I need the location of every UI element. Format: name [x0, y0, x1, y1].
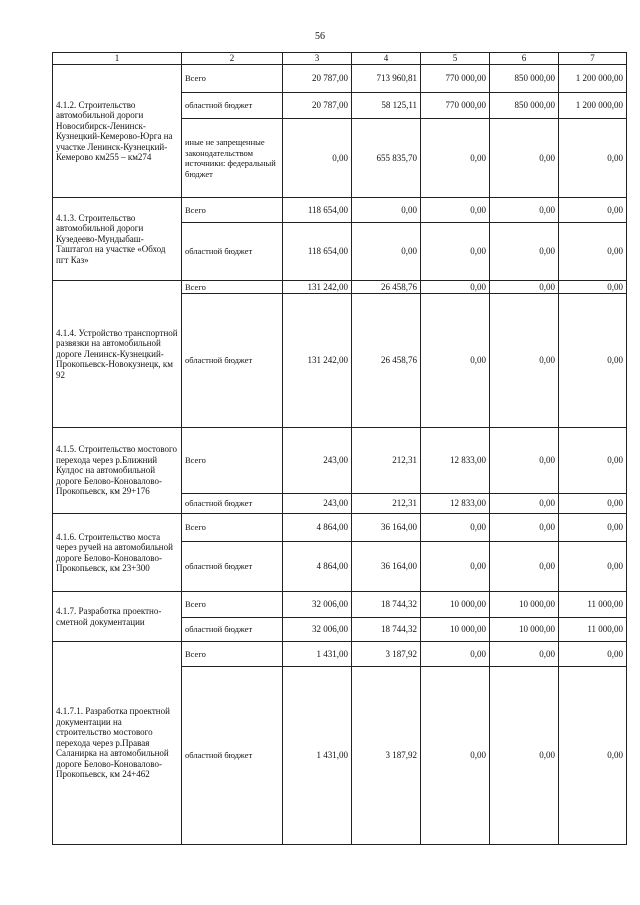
funding-source: областной бюджет	[182, 618, 283, 642]
funding-source: областной бюджет	[182, 667, 283, 845]
column-header: 7	[559, 53, 627, 65]
table-row	[53, 592, 627, 618]
funding-source: областной бюджет	[182, 93, 283, 119]
value-cell: 131 242,00	[283, 294, 352, 428]
table-row	[53, 198, 627, 223]
value-cell: 58 125,11	[352, 93, 421, 119]
column-header: 2	[182, 53, 283, 65]
value-cell: 0,00	[490, 119, 559, 198]
value-cell: 0,00	[490, 642, 559, 667]
funding-source: областной бюджет	[182, 223, 283, 281]
table-row	[53, 514, 627, 542]
budget-table	[52, 52, 627, 845]
column-header: 1	[53, 53, 182, 65]
funding-source: Всего	[182, 592, 283, 618]
funding-source: областной бюджет	[182, 294, 283, 428]
column-header: 6	[490, 53, 559, 65]
value-cell: 0,00	[490, 198, 559, 223]
value-cell: 20 787,00	[283, 93, 352, 119]
value-cell: 0,00	[421, 542, 490, 592]
measure-name: 4.1.6. Строительство моста через ручей на автомобильной дороге Белово-Коновалово-Прокопьевск, км 23+300	[53, 514, 182, 592]
table-row	[53, 281, 627, 294]
value-cell: 1 431,00	[283, 642, 352, 667]
table-row	[53, 428, 627, 494]
value-cell: 36 164,00	[352, 514, 421, 542]
value-cell: 1 431,00	[283, 667, 352, 845]
value-cell: 10 000,00	[490, 618, 559, 642]
value-cell: 10 000,00	[490, 592, 559, 618]
funding-source: иные не запрещенные законодательством источники: федеральный бюджет	[182, 119, 283, 198]
value-cell: 0,00	[421, 514, 490, 542]
value-cell: 212,31	[352, 428, 421, 494]
value-cell: 0,00	[559, 494, 627, 514]
value-cell: 10 000,00	[421, 592, 490, 618]
value-cell: 0,00	[490, 428, 559, 494]
value-cell: 20 787,00	[283, 65, 352, 93]
value-cell: 0,00	[559, 198, 627, 223]
value-cell: 36 164,00	[352, 542, 421, 592]
value-cell: 32 006,00	[283, 592, 352, 618]
measure-name: 4.1.7.1. Разработка проектной документации на строительство мостового перехода через р.Правая Саланирка на автомобильной дороге Белово-Коновалово-Прокопьевск, км 24+462	[53, 642, 182, 845]
value-cell: 0,00	[559, 514, 627, 542]
column-header: 3	[283, 53, 352, 65]
value-cell: 0,00	[490, 281, 559, 294]
value-cell: 10 000,00	[421, 618, 490, 642]
measure-name: 4.1.7. Разработка проектно-сметной документации	[53, 592, 182, 642]
value-cell: 12 833,00	[421, 428, 490, 494]
value-cell: 118 654,00	[283, 223, 352, 281]
value-cell: 0,00	[421, 223, 490, 281]
value-cell: 18 744,32	[352, 618, 421, 642]
funding-source: областной бюджет	[182, 494, 283, 514]
value-cell: 0,00	[490, 514, 559, 542]
value-cell: 770 000,00	[421, 93, 490, 119]
value-cell: 3 187,92	[352, 642, 421, 667]
value-cell: 12 833,00	[421, 494, 490, 514]
funding-source: Всего	[182, 428, 283, 494]
funding-source: Всего	[182, 642, 283, 667]
value-cell: 0,00	[421, 642, 490, 667]
value-cell: 770 000,00	[421, 65, 490, 93]
column-header: 5	[421, 53, 490, 65]
value-cell: 0,00	[283, 119, 352, 198]
value-cell: 4 864,00	[283, 514, 352, 542]
value-cell: 0,00	[559, 667, 627, 845]
value-cell: 0,00	[559, 642, 627, 667]
value-cell: 212,31	[352, 494, 421, 514]
value-cell: 11 000,00	[559, 592, 627, 618]
value-cell: 0,00	[559, 119, 627, 198]
value-cell: 18 744,32	[352, 592, 421, 618]
value-cell: 713 960,81	[352, 65, 421, 93]
value-cell: 11 000,00	[559, 618, 627, 642]
value-cell: 0,00	[421, 119, 490, 198]
column-header: 4	[352, 53, 421, 65]
value-cell: 0,00	[490, 667, 559, 845]
value-cell: 0,00	[559, 281, 627, 294]
funding-source: Всего	[182, 198, 283, 223]
funding-source: Всего	[182, 514, 283, 542]
value-cell: 0,00	[490, 223, 559, 281]
value-cell: 243,00	[283, 494, 352, 514]
funding-source: Всего	[182, 65, 283, 93]
value-cell: 0,00	[490, 294, 559, 428]
value-cell: 0,00	[559, 542, 627, 592]
value-cell: 3 187,92	[352, 667, 421, 845]
value-cell: 118 654,00	[283, 198, 352, 223]
value-cell: 0,00	[559, 428, 627, 494]
table-row	[53, 65, 627, 93]
measure-name: 4.1.4. Устройство транспортной развязки на автомобильной дороге Ленинск-Кузнецкий-Прокопьевск-Новокузнецк, км 92	[53, 281, 182, 428]
page-number: 56	[315, 31, 325, 42]
value-cell: 0,00	[352, 223, 421, 281]
value-cell: 0,00	[559, 294, 627, 428]
value-cell: 0,00	[421, 294, 490, 428]
measure-name: 4.1.3. Строительство автомобильной дороги Кузедеево-Мундыбаш-Таштагол на участке «Обход пгт Каз»	[53, 198, 182, 281]
value-cell: 4 864,00	[283, 542, 352, 592]
value-cell: 131 242,00	[283, 281, 352, 294]
value-cell: 0,00	[421, 198, 490, 223]
measure-name: 4.1.5. Строительство мостового перехода через р.Ближний Кулдос на автомобильной дороге Белово-Коновалово-Прокопьевск, км 29+176	[53, 428, 182, 514]
value-cell: 655 835,70	[352, 119, 421, 198]
value-cell: 32 006,00	[283, 618, 352, 642]
funding-source: областной бюджет	[182, 542, 283, 592]
table-row	[53, 642, 627, 667]
value-cell: 0,00	[490, 494, 559, 514]
measure-name: 4.1.2. Строительство автомобильной дороги Новосибирск-Ленинск-Кузнецкий-Кемерово-Юрга на участке Ленинск-Кузнецкий-Кемерово км255 – км274	[53, 65, 182, 198]
value-cell: 0,00	[421, 667, 490, 845]
funding-source: Всего	[182, 281, 283, 294]
value-cell: 26 458,76	[352, 294, 421, 428]
value-cell: 0,00	[421, 281, 490, 294]
value-cell: 0,00	[490, 542, 559, 592]
value-cell: 850 000,00	[490, 93, 559, 119]
value-cell: 1 200 000,00	[559, 65, 627, 93]
value-cell: 243,00	[283, 428, 352, 494]
header-row	[53, 53, 627, 65]
value-cell: 0,00	[559, 223, 627, 281]
value-cell: 0,00	[352, 198, 421, 223]
value-cell: 26 458,76	[352, 281, 421, 294]
value-cell: 1 200 000,00	[559, 93, 627, 119]
value-cell: 850 000,00	[490, 65, 559, 93]
